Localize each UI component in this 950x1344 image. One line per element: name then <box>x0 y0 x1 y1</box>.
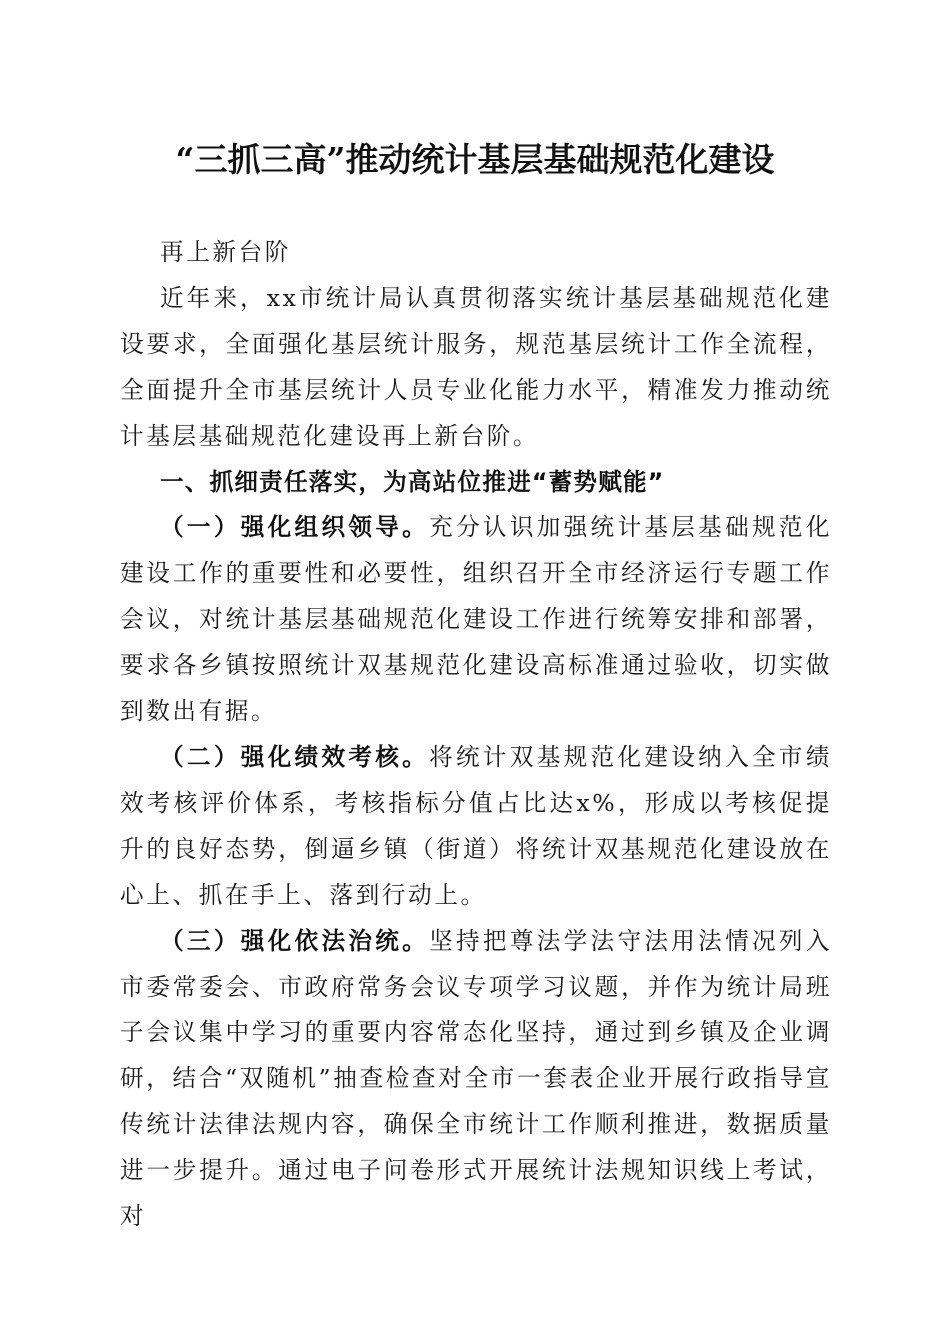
item-lead: （三）强化依法治统。 <box>160 926 430 955</box>
item-paragraph-3 <box>120 919 832 1240</box>
item-text: 充分认识加强统计基层基础规范化建设工作的重要性和必要性，组织召开全市经济运行专题工作会议，对统计基层基础规范化建设工作进行统筹安排和部署，要求各乡镇按照统计双基规范化建设高标准通过验收，切实做到数出有据。 <box>120 513 833 726</box>
section-heading: 一、抓细责任落实，为高站位推进“蓄势赋能” <box>160 467 665 496</box>
document-title: “三抓三高”推动统计基层基础规范化建设 <box>175 140 775 179</box>
intro-paragraph: 近年来，xx市统计局认真贯彻落实统计基层基础规范化建设要求，全面强化基层统计服务，规范基层统计工作全流程，全面提升全市基层统计人员专业化能力水平，精准发力推动统计基层基础规范化建设再上新台阶。 <box>120 283 832 450</box>
subtitle-line: 再上新台阶 <box>160 238 291 266</box>
item-text: 将统计双基规范化建设纳入全市绩效考核评价体系，考核指标分值占比达x%，形成以考核促提升的良好态势，倒逼乡镇（街道）将统计双基规范化建设放在心上、抓在手上、落到行动上。 <box>120 742 833 909</box>
item-paragraph-1 <box>120 505 832 735</box>
item-lead: （二）强化绩效考核。 <box>160 742 430 771</box>
item-text: 坚持把尊法学法守法用法情况列入市委常委会、市政府常务会议专项学习议题，并作为统计局班子会议集中学习的重要内容常态化坚持，通过到乡镇及企业调研，结合“双随机”抽查检查对全市一套表企业开展行政指导宣传统计法律法规内容，确保全市统计工作顺利推进，数据质量进一步提升。通过电子问卷形式开展统计法规知识线上考试，对 <box>120 926 833 1231</box>
document-body <box>120 230 832 1240</box>
item-paragraph-2 <box>120 735 832 919</box>
item-lead: （一）强化组织领导。 <box>160 513 430 542</box>
